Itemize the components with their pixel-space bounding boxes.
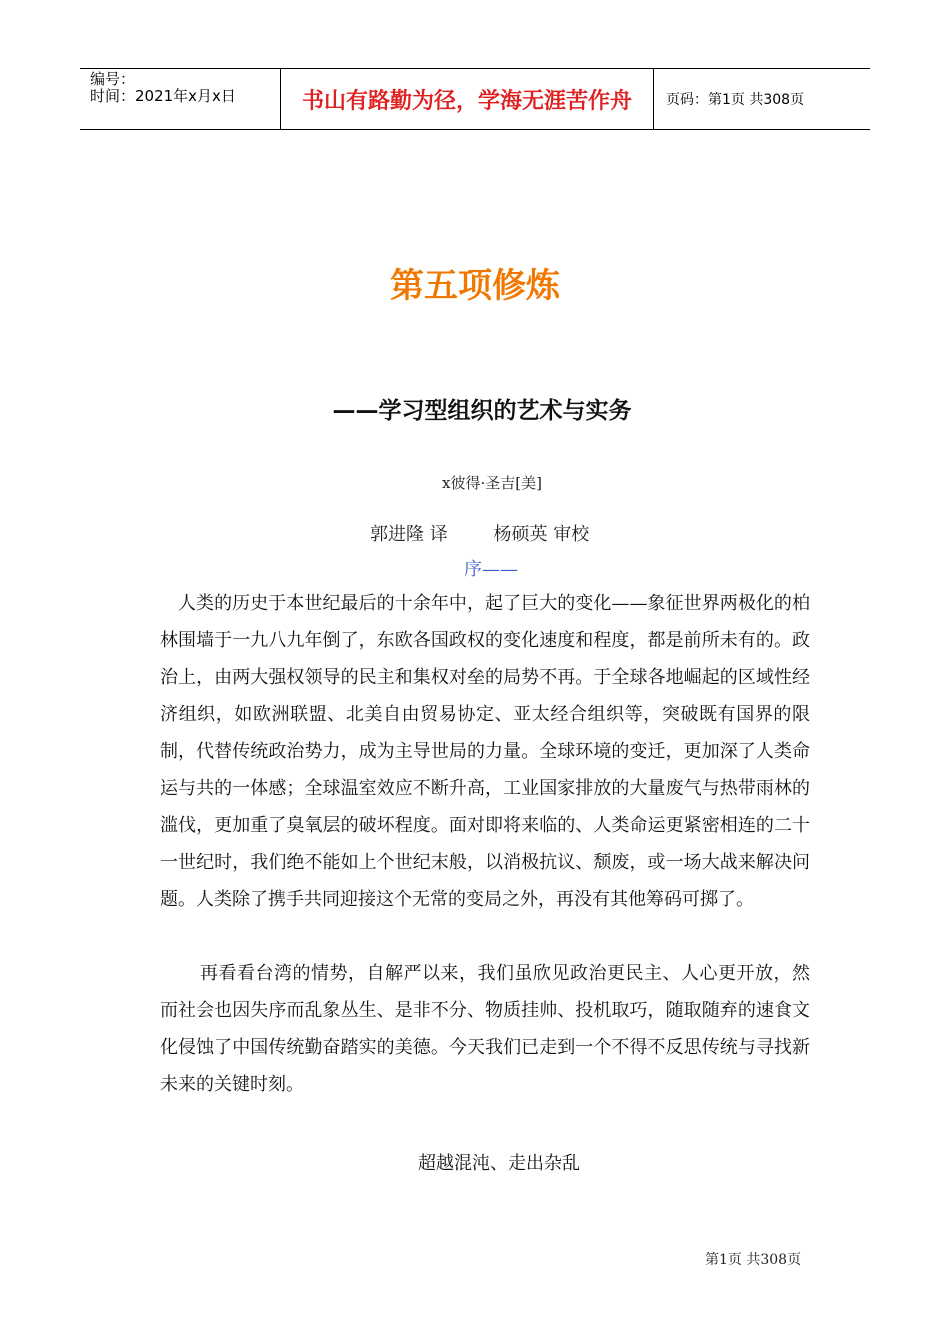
header-motto: 书山有路勤为径，学海无涯苦作舟 bbox=[281, 69, 654, 129]
document-number: 编号： bbox=[90, 70, 136, 88]
body-paragraph-2: 再看看台湾的情势，自解严以来，我们虽欣见政治更民主、人心更开放，然而社会也因失序而乱象丛生、是非不分、物质挂帅、投机取巧，随取随弃的速食文化侵蚀了中国传统勤奋踏实的美德。今天我们已走到一个不得不反思传统与寻找新未来的关键时刻。 bbox=[160, 963, 810, 1095]
header-page-info: 页码：第1页 共308页 bbox=[666, 92, 805, 108]
body-paragraph-1: 人类的历史于本世纪最后的十余年中，起了巨大的变化——象征世界两极化的柏林围墙于一九八九年倒了，东欧各国政权的变化速度和程度，都是前所未有的。政治上，由两大强权领导的民主和集权对垒的局势不再。于全球各地崛起的区域性经济组织，如欧洲联盟、北美自由贸易协定、亚太经合组织等，突破既有国界的限制，代替传统政治势力，成为主导世局的力量。全球环境的变迁，更加深了人类命运与共的一体感；全球温室效应不断升高，工业国家排放的大量废气与热带雨林的滥伐，更加重了臭氧层的破坏程度。面对即将来临的、人类命运更紧密相连的二十一世纪时，我们绝不能如上个世纪末般，以消极抗议、颓废，或一场大战来解决问题。人类除了携手共同迎接这个无常的变局之外，再没有其他筹码可掷了。 bbox=[160, 593, 810, 910]
translator-line: 郭进隆 译 杨硕英 审校 bbox=[370, 524, 590, 545]
document-title: 第五项修炼 bbox=[390, 266, 560, 306]
document-author: x彼得·圣吉[美] bbox=[442, 474, 542, 492]
page-header bbox=[80, 68, 870, 130]
document-time: 时间：2021年x月x日 bbox=[90, 87, 236, 105]
preface-heading: 序—— bbox=[464, 559, 518, 580]
header-meta bbox=[80, 69, 281, 129]
section-heading: 超越混沌、走出杂乱 bbox=[418, 1153, 580, 1174]
document-subtitle: ——学习型组织的艺术与实务 bbox=[332, 398, 632, 424]
page-footer: 第1页 共308页 bbox=[705, 1252, 802, 1268]
